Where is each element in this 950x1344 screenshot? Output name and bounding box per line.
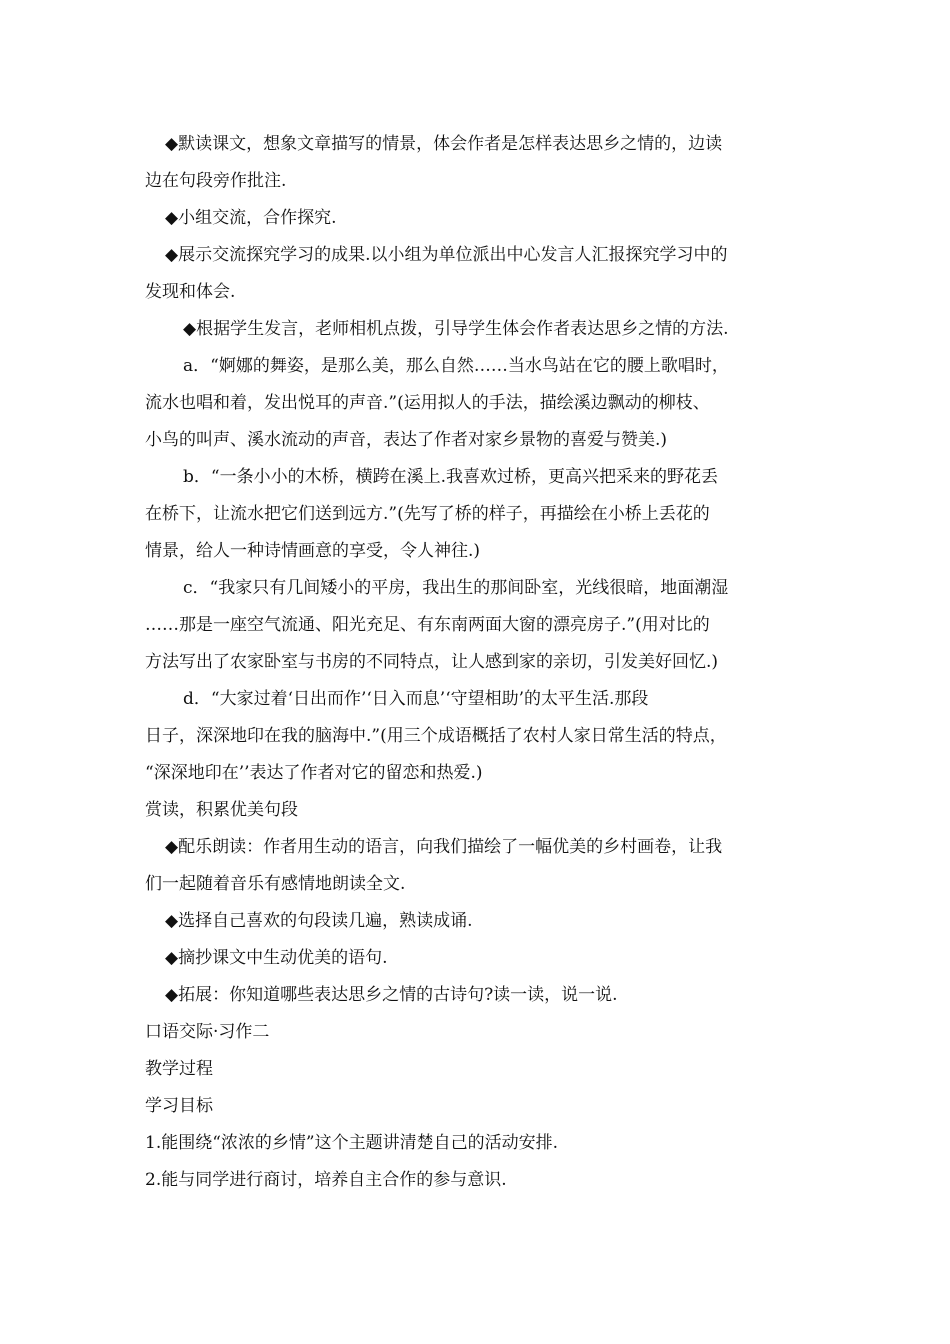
paragraph xyxy=(145,903,830,940)
paragraph xyxy=(145,829,830,903)
paragraph xyxy=(145,792,830,829)
paragraph xyxy=(145,1014,830,1051)
paragraph xyxy=(145,237,830,311)
text-line: 流水也唱和着，发出悦耳的声音.”(运用拟人的手法，描绘溪边飘动的柳枝、 xyxy=(145,393,710,413)
text-line: ◆选择自己喜欢的句段读几遍，熟读成诵. xyxy=(165,911,473,931)
text-line: b．“一条小小的木桥，横跨在溪上.我喜欢过桥，更高兴把采来的野花丢 xyxy=(183,467,718,487)
text-line: ……那是一座空气流通、阳光充足、有东南两面大窗的漂亮房子.”(用对比的 xyxy=(145,615,710,635)
paragraph xyxy=(145,570,830,681)
text-line: ◆展示交流探究学习的成果.以小组为单位派出中心发言人汇报探究学习中的 xyxy=(165,245,728,265)
text-line: 1.能围绕“浓浓的乡情”这个主题讲清楚自己的活动安排. xyxy=(145,1133,559,1153)
text-line: 小鸟的叫声、溪水流动的声音，表达了作者对家乡景物的喜爱与赞美.) xyxy=(145,430,668,450)
text-line: 们一起随着音乐有感情地朗读全文. xyxy=(145,874,406,894)
paragraph xyxy=(145,940,830,977)
paragraph xyxy=(145,1162,830,1199)
text-line: ◆根据学生发言，老师相机点拨，引导学生体会作者表达思乡之情的方法. xyxy=(183,319,729,339)
text-line: 赏读，积累优美句段 xyxy=(145,800,298,820)
paragraph xyxy=(145,126,830,200)
text-line: ◆摘抄课文中生动优美的语句. xyxy=(165,948,388,968)
text-line: 方法写出了农家卧室与书房的不同特点，让人感到家的亲切，引发美好回忆.) xyxy=(145,652,719,672)
text-line: ◆默读课文，想象文章描写的情景，体会作者是怎样表达思乡之情的，边读 xyxy=(165,134,723,154)
paragraph xyxy=(145,977,830,1014)
text-line: 边在句段旁作批注. xyxy=(145,171,287,191)
paragraph xyxy=(145,1125,830,1162)
paragraph xyxy=(145,311,830,348)
text-line: 在桥下，让流水把它们送到远方.”(先写了桥的样子，再描绘在小桥上丢花的 xyxy=(145,504,710,524)
paragraph xyxy=(145,459,830,570)
text-line: 2.能与同学进行商讨，培养自主合作的参与意识. xyxy=(145,1170,507,1190)
text-line: ◆配乐朗读：作者用生动的语言，向我们描绘了一幅优美的乡村画卷，让我 xyxy=(165,837,723,857)
text-line: ◆拓展：你知道哪些表达思乡之情的古诗句?读一读，说一说. xyxy=(165,985,618,1005)
paragraph xyxy=(145,681,830,792)
text-line: 教学过程 xyxy=(145,1059,213,1079)
paragraph xyxy=(145,200,830,237)
text-line: 情景，给人一种诗情画意的享受，令人神往.) xyxy=(145,541,481,561)
text-line: “深深地印在’’表达了作者对它的留恋和热爱.) xyxy=(145,763,483,783)
text-line: 口语交际·习作二 xyxy=(145,1022,270,1042)
text-line: 日子，深深地印在我的脑海中.”(用三个成语概括了农村人家日常生活的特点， xyxy=(145,726,727,746)
paragraph xyxy=(145,348,830,459)
text-line: 学习目标 xyxy=(145,1096,213,1116)
text-line: ◆小组交流，合作探究. xyxy=(165,208,337,228)
paragraph xyxy=(145,1051,830,1088)
text-line: c．“我家只有几间矮小的平房，我出生的那间卧室，光线很暗，地面潮湿 xyxy=(183,578,729,598)
paragraph xyxy=(145,1088,830,1125)
text-line: d．“大家过着‘日出而作’‘日入而息’‘守望相助’的太平生活.那段 xyxy=(183,689,649,709)
text-line: a．“婀娜的舞姿，是那么美，那么自然……当水鸟站在它的腰上歌唱时， xyxy=(183,356,729,376)
text-line: 发现和体会. xyxy=(145,282,236,302)
